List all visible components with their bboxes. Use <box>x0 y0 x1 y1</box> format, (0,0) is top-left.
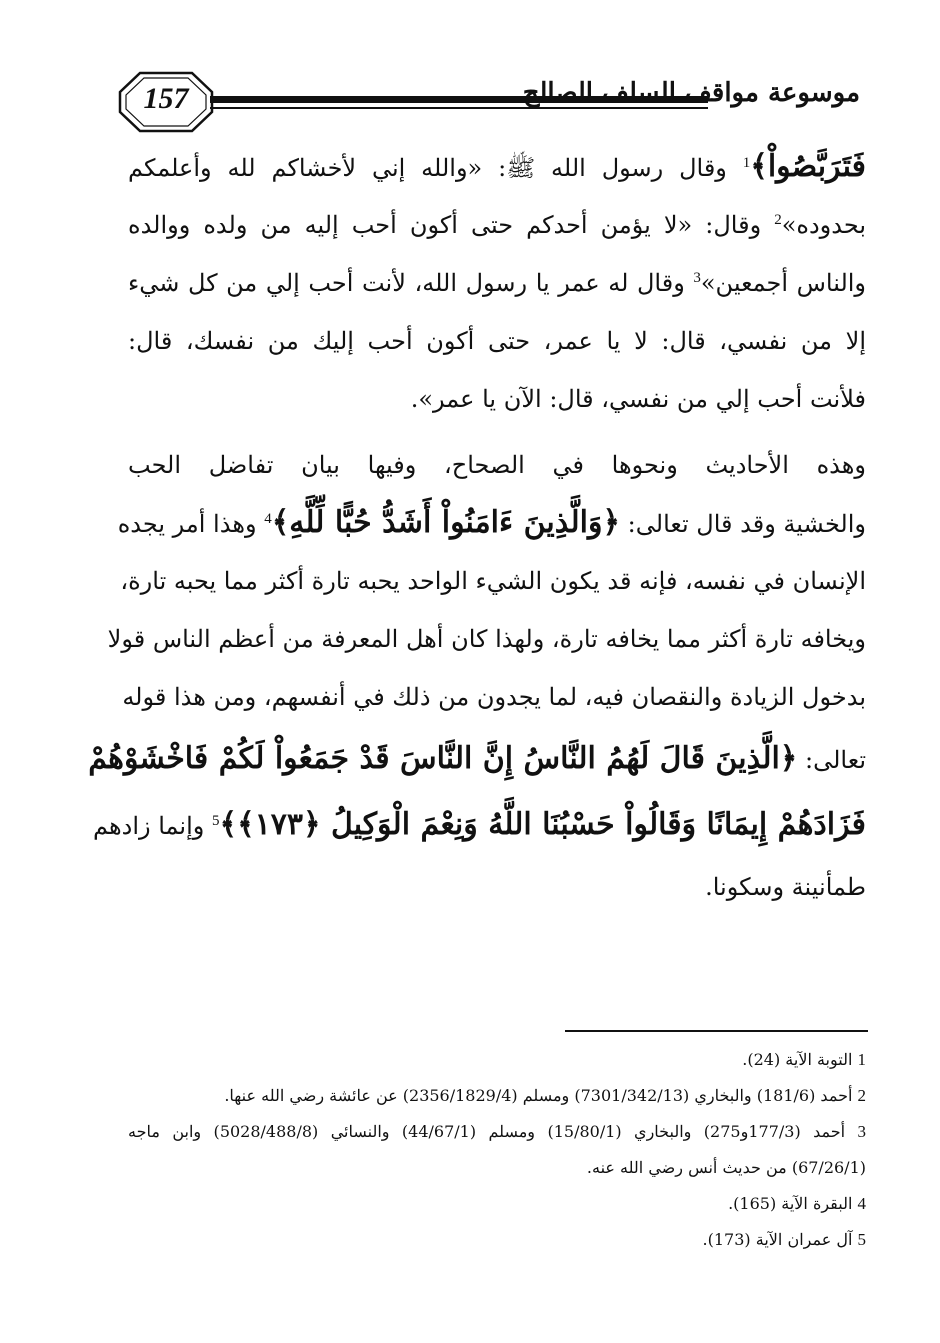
footnote-number: 3 <box>857 1122 867 1141</box>
footnote-item <box>128 1114 866 1150</box>
footnote-number: 1 <box>857 1050 866 1069</box>
text-line: طمأنينة وسكونا. <box>705 873 866 901</box>
text-line: بدخول الزيادة والنقصان فيه، لما يجدون من ذلك في أنفسهم، ومن هذا قوله <box>122 683 866 711</box>
footnote-separator <box>565 1030 868 1032</box>
footnote-marker[interactable]: 4 <box>264 511 272 527</box>
footnote-item <box>128 1150 866 1186</box>
footnote-text: البقرة الآية (165). <box>728 1194 858 1213</box>
footnote-item <box>128 1078 866 1114</box>
page-number-badge <box>118 70 214 134</box>
quran-verse: ﴿الَّذِينَ قَالَ لَهُمُ النَّاسُ إِنَّ النَّاسَ قَدْ جَمَعُواْ لَكُمْ فَاخْشَوْهُمْ <box>88 741 798 776</box>
footnote-text: أحمد (181/6) والبخاري (7301/342/13) ومسلم (2356/1829/4) عن عائشة رضي الله عنها. <box>224 1086 858 1105</box>
footnote-text: (67/26/1) من حديث أنس رضي الله عنه. <box>586 1158 866 1177</box>
body-text <box>88 138 867 916</box>
footnote-marker[interactable]: 1 <box>742 155 751 171</box>
line-text: وقال رسول الله ﷺ: «والله إني لأخشاكم لله وأعلمكم <box>128 154 743 182</box>
footnotes <box>128 1042 866 1258</box>
text-line <box>88 726 866 792</box>
footnote-number: 4 <box>857 1194 866 1213</box>
quran-verse: فَتَرَبَّصُواْ﴾ <box>750 149 866 184</box>
line-text: بحدوده» <box>781 211 867 239</box>
line-text: تعالى: <box>797 746 866 774</box>
footnote-item <box>128 1186 866 1222</box>
text-line <box>128 254 866 312</box>
text-line: فلأنت أحب إلي من نفسي، قال: الآن يا عمر». <box>410 385 866 413</box>
footnote-text: آل عمران الآية (173). <box>702 1230 858 1249</box>
book-title: موسوعة مواقف السلف الصالح <box>522 78 860 108</box>
text-line <box>117 494 866 552</box>
text-line <box>128 196 866 254</box>
line-text: والناس أجمعين» <box>700 269 867 297</box>
footnote-number: 2 <box>857 1086 866 1105</box>
footnote-marker[interactable]: 3 <box>693 270 701 286</box>
line-text: وقال: «لا يؤمن أحدكم حتى أكون أحب إليه من ولده ووالده <box>128 211 775 239</box>
text-line: الإنسان في نفسه، فإنه قد يكون الشيء الواحد يحبه تارة أكثر مما يحبه تارة، <box>120 567 866 595</box>
line-text: وإنما زادهم <box>93 812 212 840</box>
footnote-number: 5 <box>857 1230 866 1249</box>
page-number: 157 <box>143 82 189 115</box>
footnote-marker[interactable]: 5 <box>211 813 220 829</box>
quran-verse: فَزَادَهُمْ إِيمَانًا وَقَالُواْ حَسْبُنَا اللَّهُ وَنِعْمَ الْوَكِيلُ ﴿١٧٣﴾﴾ <box>219 807 866 842</box>
quran-verse: ﴿وَالَّذِينَ ءَامَنُواْ أَشَدُّ حُبًّا لِّلَّهِ﴾ <box>271 505 621 540</box>
line-text: والخشية وقد قال تعالى: <box>620 510 866 538</box>
footnote-text: أحمد (177/3و275) والبخاري (15/80/1) ومسلم (44/67/1) والنسائي (5028/488/8) وابن ماجه <box>128 1122 858 1141</box>
text-line: وهذه الأحاديث ونحوها في الصحاح، وفيها بيان تفاضل الحب <box>128 451 866 479</box>
footnote-text: التوبة الآية (24). <box>742 1050 858 1069</box>
line-text: وقال له عمر يا رسول الله، لأنت أحب إلي من كل شيء <box>128 269 694 297</box>
footnote-marker[interactable]: 2 <box>774 212 782 228</box>
text-line: ويخافه تارة أكثر مما يخافه تارة، ولهذا كان أهل المعرفة من أعظم الناس قولا <box>107 625 866 653</box>
text-line <box>128 138 866 196</box>
footnote-item <box>128 1222 866 1258</box>
footnote-item <box>128 1042 866 1078</box>
page-header <box>118 70 860 134</box>
text-line: إلا من نفسي، قال: لا يا عمر، حتى أكون أحب إليك من نفسك، قال: <box>128 327 866 355</box>
text-line <box>93 792 866 858</box>
line-text: وهذا أمر يجده <box>117 510 265 538</box>
